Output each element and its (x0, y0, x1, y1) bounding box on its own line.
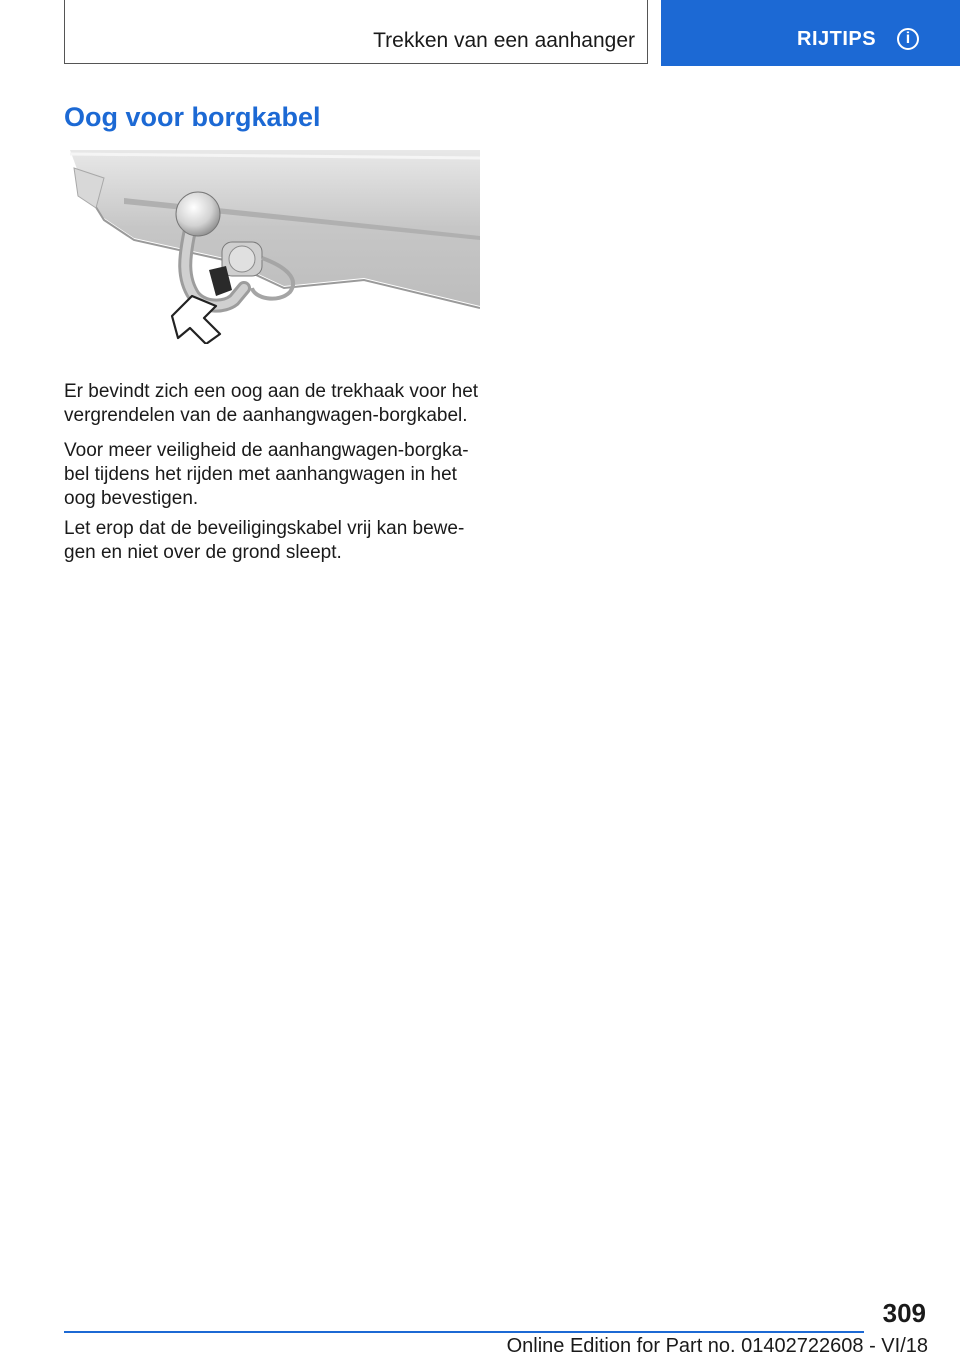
info-icon[interactable]: i (897, 28, 919, 50)
header-chapter-box (64, 0, 648, 64)
chapter-title: Trekken van een aanhanger (373, 29, 635, 52)
footer-divider (64, 1331, 864, 1333)
paragraph: Let erop dat de beveiligingskabel vrij kan bewegen en niet over de grond sleept. (64, 518, 465, 563)
section-tab[interactable] (661, 0, 960, 66)
paragraph: Er bevindt zich een oog aan de trekhaak voor het vergrendelen van de aanhangwagen-borgkabel. (64, 381, 479, 426)
paragraph: Voor meer veiligheid de aanhangwagen-borgkabel tijdens het rijden met aanhangwagen in het oog bevestigen. (64, 440, 469, 509)
tow-hitch-illustration (64, 148, 480, 344)
page-number: 309 (882, 1298, 926, 1328)
footer-edition: Online Edition for Part no. 01402722608 - VI/18 (506, 1335, 928, 1357)
section-label: RIJTIPS (797, 28, 877, 50)
body-text (64, 380, 484, 576)
page-heading: Oog voor borgkabel (64, 102, 321, 132)
